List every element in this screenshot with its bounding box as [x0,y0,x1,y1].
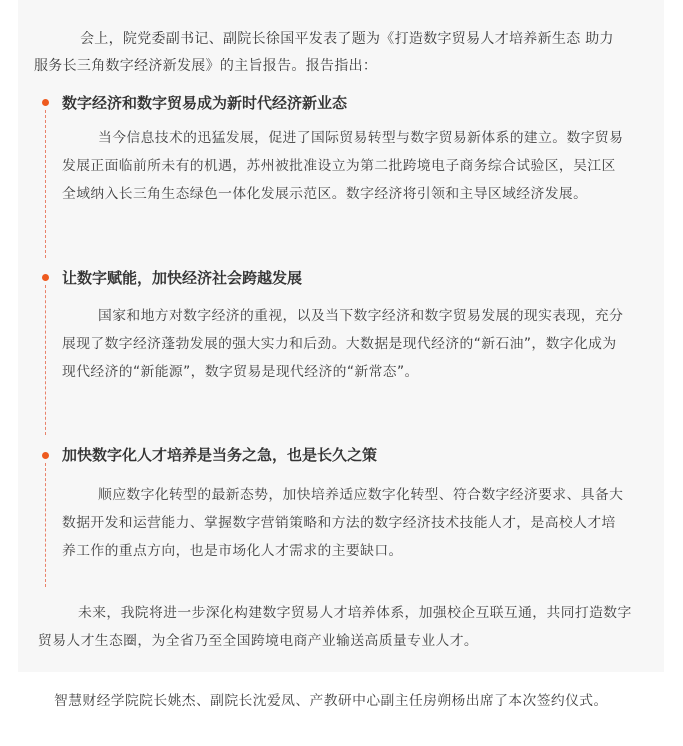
section-divider [45,110,46,258]
closing-paragraph [38,599,636,655]
bullet-dot-icon [42,274,49,281]
closing-text: 未来，我院将进一步深化构建数字贸易人才培养体系，加强校企互联互通，共同打造数字贸易人才生态圈，为全省乃至全国跨境电商产业输送高质量专业人才。 [38,605,632,649]
footer-paragraph [24,688,664,715]
section-body [62,302,628,386]
section-divider [45,285,46,435]
section-body-text: 顺应数字化转型的最新态势，加快培养适应数字化转型、符合数字经济要求、具备大数据开发和运营能力、掌握数字营销策略和方法的数字经济技术技能人才，是高校人才培养工作的重点方向，也是市场化人才需求的主要缺口。 [62,487,624,559]
section-body [62,481,628,565]
section-body-text: 国家和地方对数字经济的重视，以及当下数字经济和数字贸易发展的现实表现，充分展现了数字经济蓬勃发展的强大实力和后劲。大数据是现代经济的“新石油”，数字化成为现代经济的“新能源”，数字贸易是现代经济的“新常态”。 [62,308,624,380]
intro-text: 会上，院党委副书记、副院长徐国平发表了题为《打造数字贸易人才培养新生态 助力服务长三角数字经济新发展》的主旨报告。报告指出： [34,31,614,74]
section-body-text: 当今信息技术的迅猛发展，促进了国际贸易转型与数字贸易新体系的建立。数字贸易发展正面临前所未有的机遇，苏州被批准设立为第二批跨境电子商务综合试验区，吴江区全域纳入长三角生态绿色一体化发展示范区。数字经济将引领和主导区域经济发展。 [62,130,624,202]
section-title: 加快数字化人才培养是当务之急，也是长久之策 [62,446,378,464]
intro-paragraph [34,26,624,80]
section-title: 让数字赋能，加快经济社会跨越发展 [62,269,303,287]
bullet-dot-icon [42,452,49,459]
bullet-dot-icon [42,99,49,106]
footer-text: 智慧财经学院院长姚杰、副院长沈爱凤、产教研中心副主任房朔杨出席了本次签约仪式。 [54,693,608,709]
section-title: 数字经济和数字贸易成为新时代经济新业态 [62,94,348,112]
section-body [62,124,628,208]
section-divider [45,463,46,587]
